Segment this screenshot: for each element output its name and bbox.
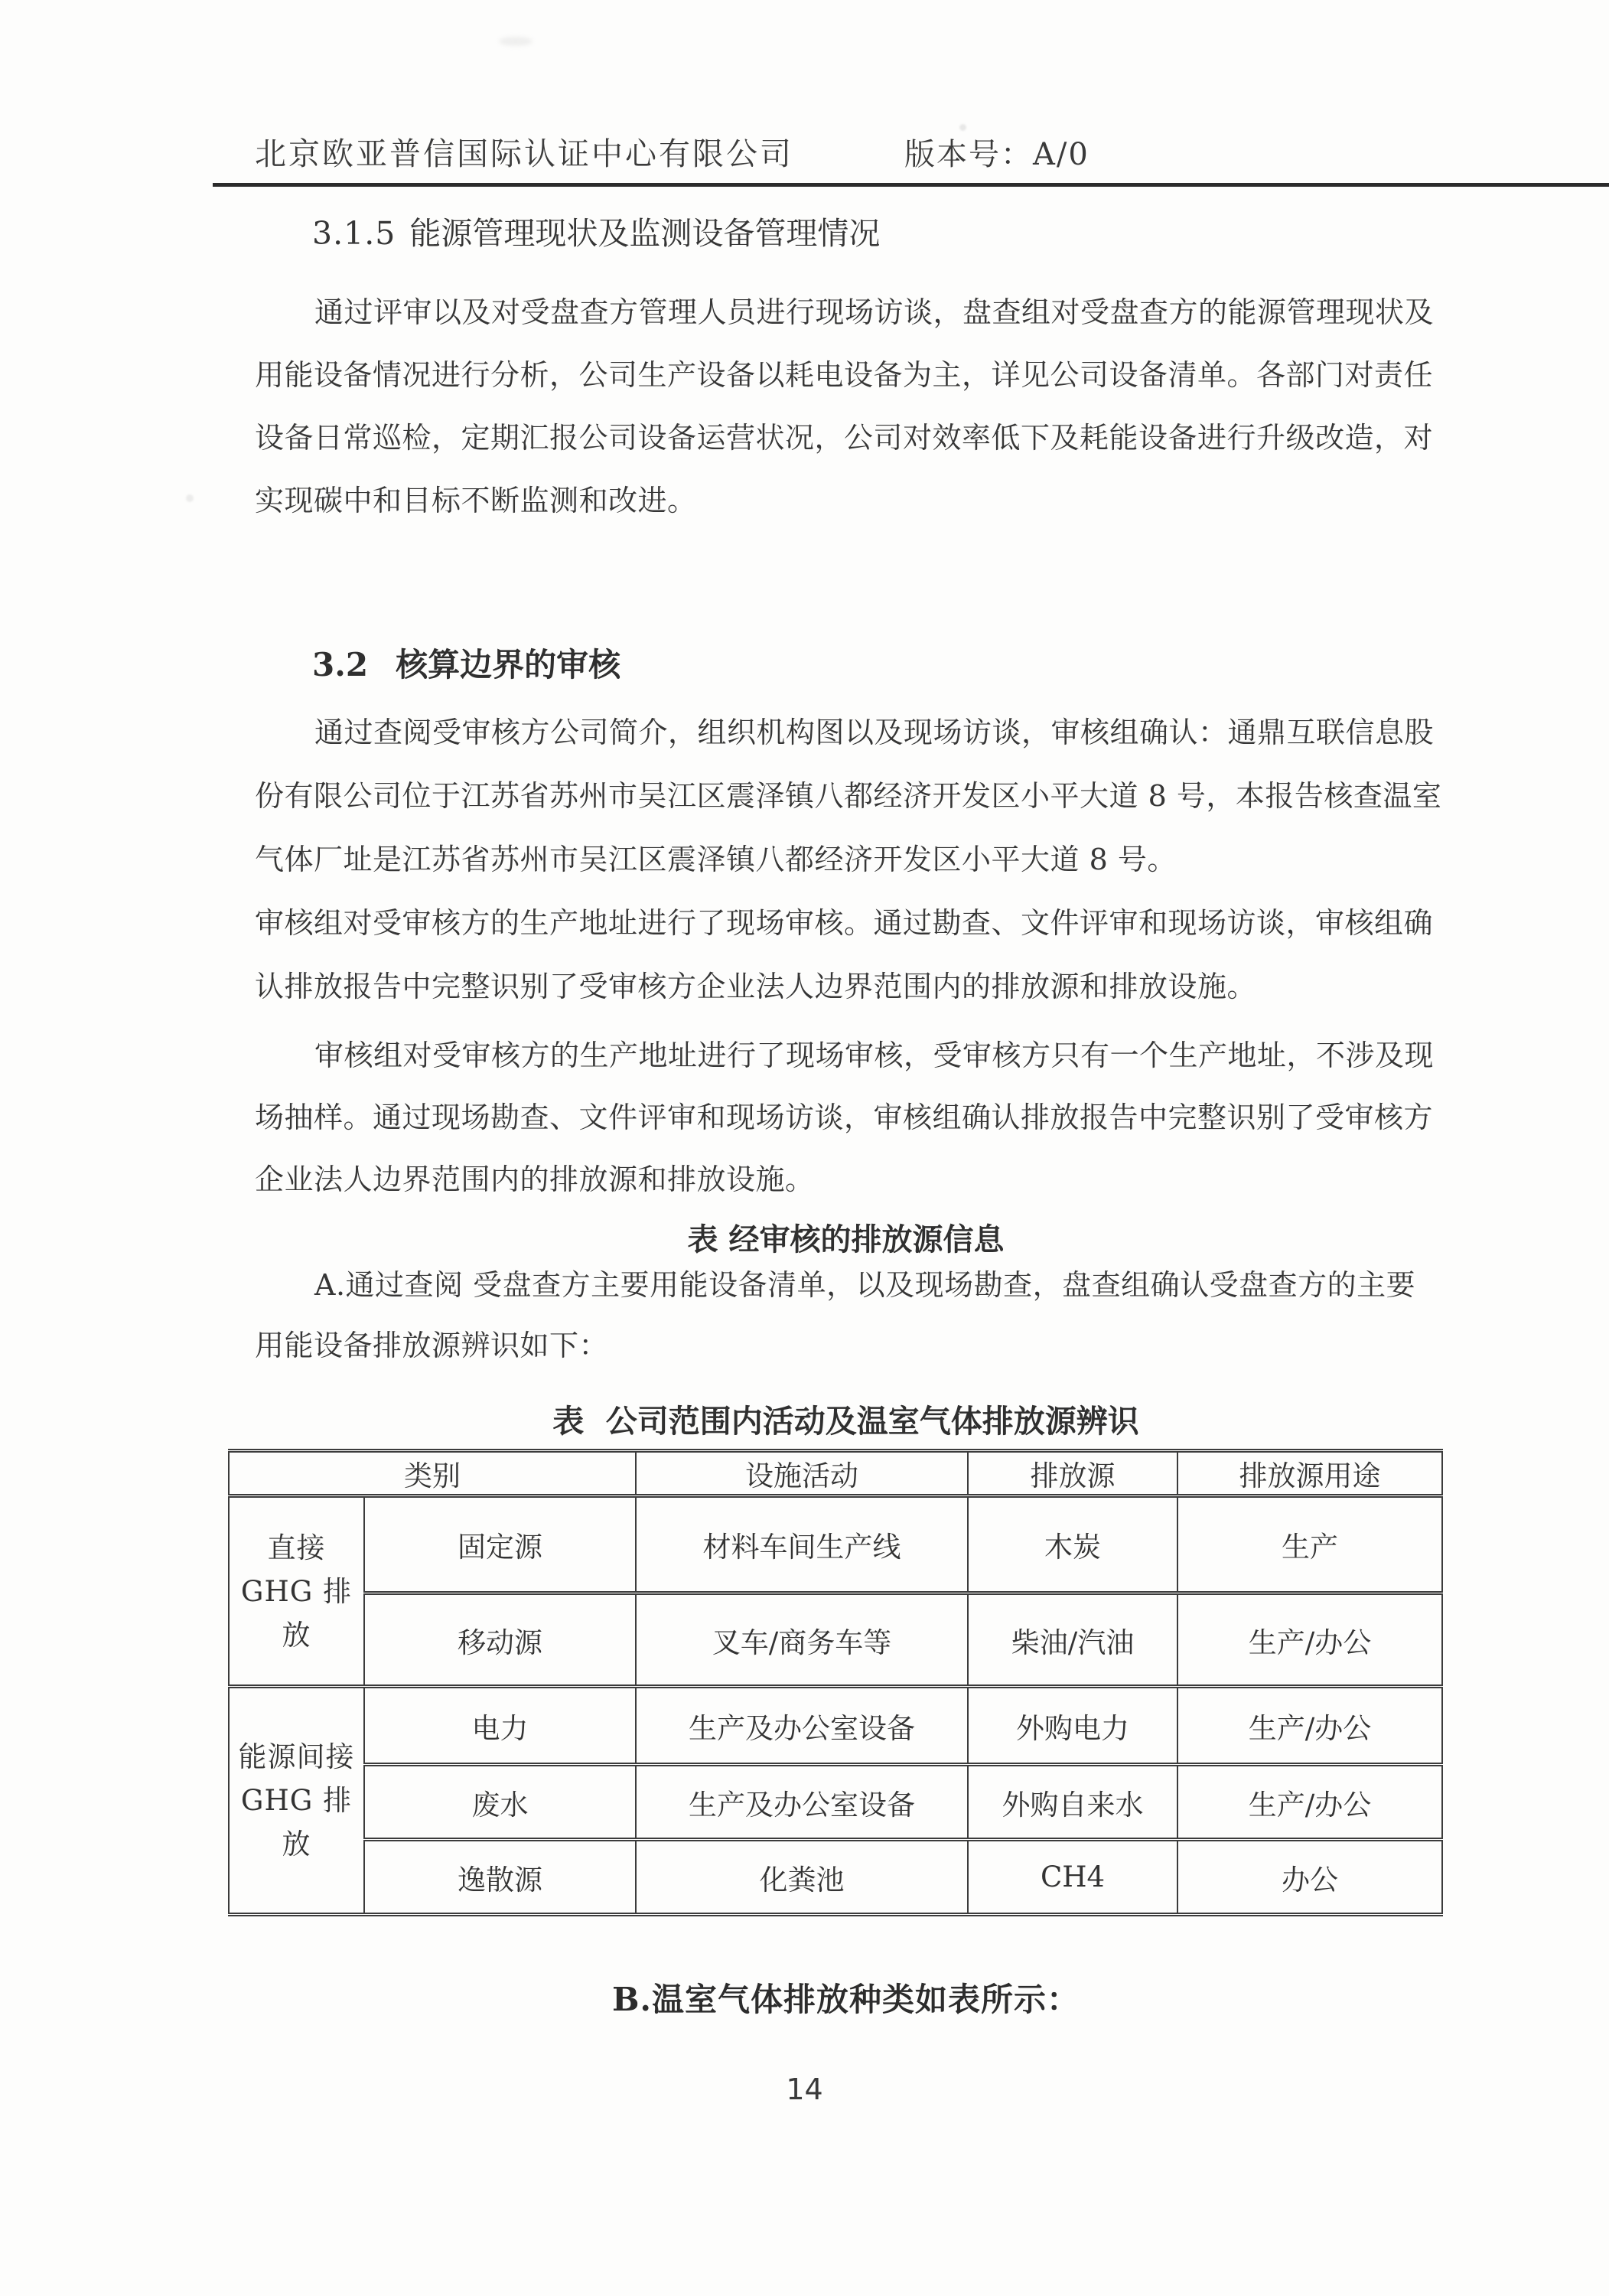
cell-subcategory: 逸散源 [364, 1840, 636, 1915]
section-315-number: 3.1.5 [312, 215, 396, 252]
paragraph-line: 通过查阅受审核方公司简介，组织机构图以及现场访谈，审核组确认：通鼎互联信息股 [314, 716, 1435, 749]
header-cell-source: 排放源 [968, 1451, 1177, 1496]
section-315-heading [312, 208, 880, 253]
table-row [229, 1687, 1442, 1765]
paragraph-a [255, 1255, 1437, 1376]
table-row [229, 1593, 1442, 1687]
cell-subcategory: 固定源 [364, 1496, 636, 1593]
table-row [229, 1496, 1442, 1593]
cell-source: 柴油/汽油 [968, 1593, 1177, 1687]
header-divider [213, 183, 1609, 187]
group-label-line: 直接 [267, 1531, 326, 1564]
cell-source: 外购电力 [968, 1687, 1177, 1765]
cell-usage: 生产/办公 [1177, 1687, 1442, 1765]
header-version-label: 版本号：A/0 [904, 137, 1089, 172]
table-row [229, 1840, 1442, 1915]
paragraph-line: A.通过查阅 受盘查方主要用能设备清单，以及现场勘查，盘查组确认受盘查方的主要 [314, 1268, 1416, 1302]
cell-facility: 化粪池 [636, 1840, 968, 1915]
page-number: 14 [786, 2073, 823, 2106]
caption-activity-table: 表 公司范围内活动及温室气体排放源辨识 [552, 1403, 1139, 1440]
paragraph-line: 通过评审以及对受盘查方管理人员进行现场访谈，盘查组对受盘查方的能源管理现状及 [314, 295, 1435, 329]
cell-subcategory: 电力 [364, 1687, 636, 1765]
paragraph-line: 场抽样。通过现场勘查、文件评审和现场访谈，审核组确认排放报告中完整识别了受审核方 [255, 1101, 1434, 1134]
cell-facility: 材料车间生产线 [636, 1496, 968, 1593]
cell-facility: 叉车/商务车等 [636, 1593, 968, 1687]
ghg-source-table [228, 1449, 1443, 1916]
table-header-row [229, 1451, 1442, 1496]
cell-usage: 生产/办公 [1177, 1593, 1442, 1687]
scan-artifact [186, 494, 194, 502]
section-32-paragraph-1 [255, 701, 1442, 1019]
header-cell-facility: 设施活动 [636, 1451, 968, 1496]
paragraph-line: 审核组对受审核方的生产地址进行了现场审核。通过勘查、文件评审和现场访谈，审核组确 [255, 906, 1434, 940]
cell-source: 木炭 [968, 1496, 1177, 1593]
paragraph-line: 设备日常巡检，定期汇报公司设备运营状况，公司对效率低下及耗能设备进行升级改造，对 [255, 421, 1434, 455]
section-315-paragraph [255, 281, 1437, 532]
group-cell-energy-indirect-ghg [229, 1687, 364, 1915]
group-label-line: 能源间接 [238, 1740, 355, 1773]
section-32-title: 核算边界的审核 [396, 646, 621, 683]
cell-subcategory: 移动源 [364, 1593, 636, 1687]
paragraph-line: 用能设备情况进行分析，公司生产设备以耗电设备为主，详见公司设备清单。各部门对责任 [255, 358, 1434, 392]
section-32-number: 3.2 [312, 646, 369, 683]
paragraph-line: 用能设备排放源辨识如下： [255, 1329, 609, 1362]
section-32-paragraph-2 [255, 1025, 1437, 1211]
group-cell-direct-ghg [229, 1496, 364, 1687]
section-315-title: 能源管理现状及监测设备管理情况 [409, 215, 881, 252]
header-cell-category: 类别 [229, 1451, 636, 1496]
cell-usage: 办公 [1177, 1840, 1442, 1915]
header-company-name: 北京欧亚普信国际认证中心有限公司 [255, 135, 793, 172]
paragraph-line: 审核组对受审核方的生产地址进行了现场审核，受审核方只有一个生产地址，不涉及现 [314, 1039, 1435, 1072]
cell-source: 外购自来水 [968, 1765, 1177, 1840]
section-32-heading [312, 640, 620, 686]
cell-facility: 生产及办公室设备 [636, 1765, 968, 1840]
scan-artifact [499, 37, 533, 46]
header-cell-usage: 排放源用途 [1177, 1451, 1442, 1496]
cell-usage: 生产/办公 [1177, 1765, 1442, 1840]
cell-usage: 生产 [1177, 1496, 1442, 1593]
cell-subcategory: 废水 [364, 1765, 636, 1840]
paragraph-line: 实现碳中和目标不断监测和改进。 [255, 484, 697, 517]
note-b: B.温室气体排放种类如表所示： [611, 1981, 1080, 2018]
caption-audited-sources: 表 经审核的排放源信息 [687, 1221, 1005, 1257]
paragraph-line: 企业法人边界范围内的排放源和排放设施。 [255, 1163, 815, 1196]
paragraph-line: 气体厂址是江苏省苏州市吴江区震泽镇八都经济开发区小平大道 8 号。 [255, 843, 1177, 876]
cell-source: CH4 [968, 1840, 1177, 1915]
paragraph-line: 认排放报告中完整识别了受审核方企业法人边界范围内的排放源和排放设施。 [255, 970, 1257, 1003]
paragraph-line: 份有限公司位于江苏省苏州市吴江区震泽镇八都经济开发区小平大道 8 号，本报告核查温室 [255, 779, 1442, 813]
cell-facility: 生产及办公室设备 [636, 1687, 968, 1765]
group-label-line: GHG 排放 [240, 1574, 353, 1652]
table-row [229, 1765, 1442, 1840]
group-label-line: GHG 排放 [240, 1784, 353, 1861]
